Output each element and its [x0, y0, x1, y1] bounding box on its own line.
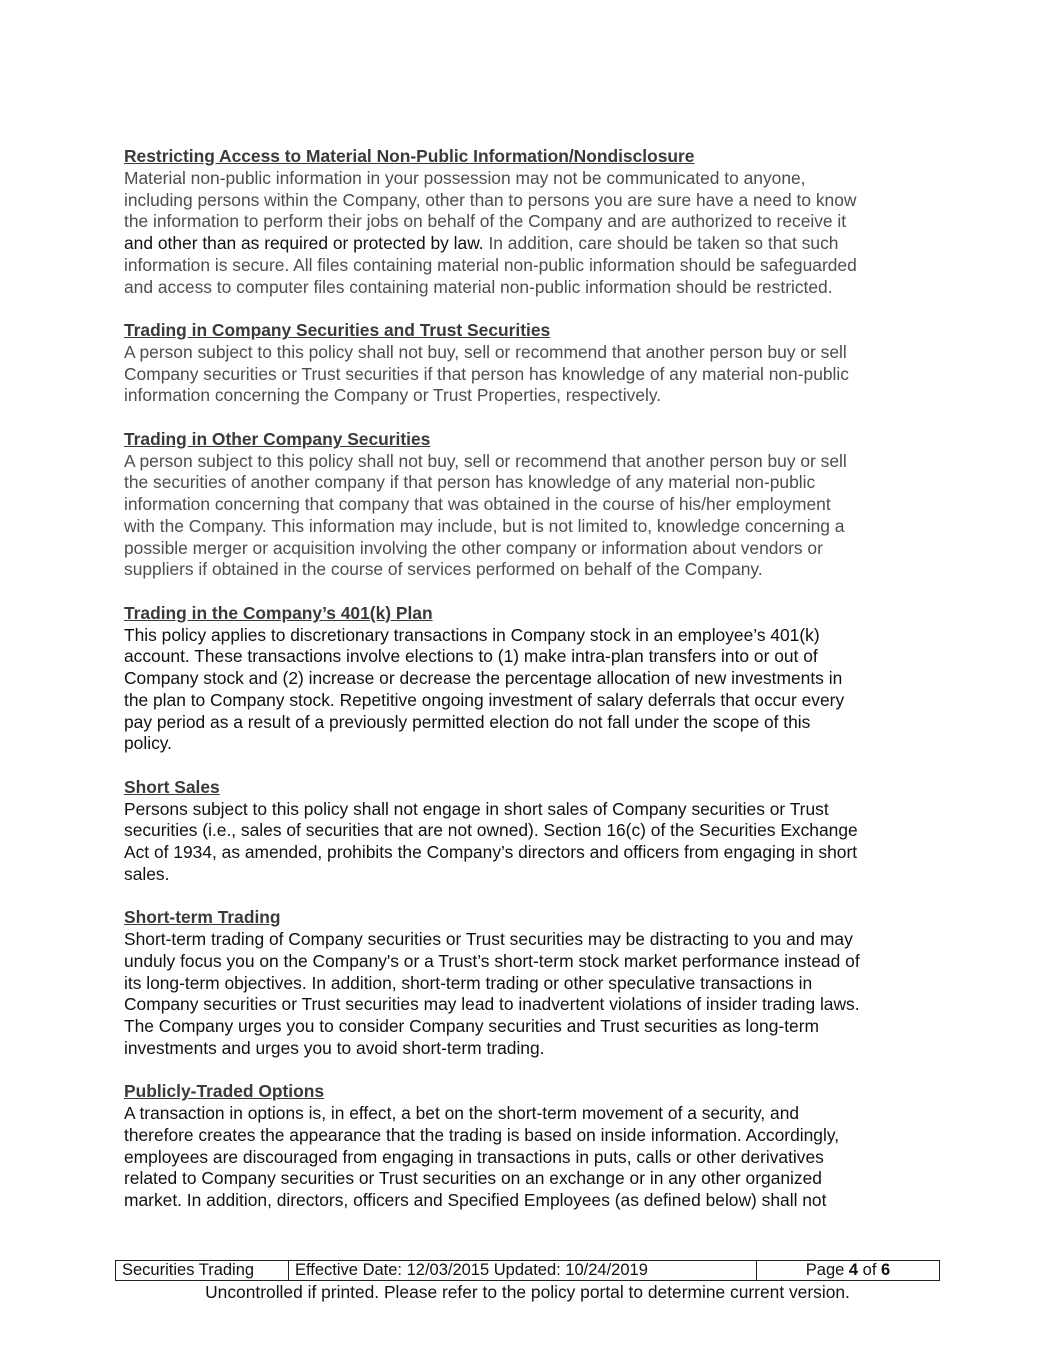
text-segment: market. In addition, directors, officers and Specified Employees (as defined below) shall not [124, 1190, 827, 1210]
paragraph-line [124, 1125, 954, 1147]
page-total: 6 [881, 1261, 891, 1279]
text-segment: Company stock and (2) increase or decrease the percentage allocation of new investments in [124, 668, 843, 688]
paragraph-line [124, 1190, 954, 1212]
text-segment: pay period as a result of a previously permitted election do not fall under the scope of this [124, 711, 811, 732]
paragraph-line [124, 211, 954, 233]
paragraph-line [124, 929, 954, 951]
section-heading: Trading in the Company’s 401(k) Plan [124, 602, 433, 623]
paragraph-line [124, 1168, 954, 1190]
text-segment: possible merger or acquisition involving the other company or information about vendors or [124, 537, 823, 558]
section-heading: Restricting Access to Material Non-Public Information/Nondisclosure [124, 146, 695, 166]
paragraph-line [124, 864, 954, 886]
text-segment: the information to perform their jobs on behalf of the Company and are authorized to receive it [124, 211, 847, 232]
paragraph-line [124, 1038, 954, 1060]
section-heading: Trading in Company Securities and Trust Securities [124, 320, 551, 340]
paragraph-line [124, 364, 954, 386]
text-segment: This policy applies to discretionary transactions in Company stock in an employee’s 401(k) [124, 624, 820, 645]
section-heading: Trading in Other Company Securities [124, 428, 431, 449]
paragraph-line [124, 516, 954, 538]
text-segment: The Company urges you to consider Company securities and Trust securities as long-term [124, 1016, 819, 1036]
text-segment: employees are discouraged from engaging in transactions in puts, calls or other derivatives [124, 1146, 824, 1167]
section-heading: Short Sales [124, 776, 220, 797]
page-of: of [858, 1261, 882, 1279]
paragraph-line [124, 277, 954, 299]
policy-section [124, 603, 954, 755]
policy-section [124, 429, 954, 581]
paragraph-line [124, 190, 954, 212]
text-segment: unduly focus you on the Company's or a Trust’s short-term stock market performance instead of [124, 950, 860, 971]
text-segment: suppliers if obtained in the course of services performed on behalf of the Company. [124, 559, 763, 580]
page-current: 4 [848, 1261, 859, 1279]
text-segment: sales. [124, 863, 170, 884]
paragraph-line [124, 842, 954, 864]
page-prefix: Page [805, 1261, 849, 1279]
text-segment: A person subject to this policy shall not buy, sell or recommend that another person buy or sell [124, 341, 847, 362]
text-segment: and access to computer files containing material non-public information should be restricted. [124, 276, 833, 297]
paragraph-line [124, 799, 954, 821]
footer-dates: Effective Date: 12/03/2015 Updated: 10/24/2019 [289, 1261, 757, 1281]
text-segment: Persons subject to this policy shall not engage in short sales of Company securities or Trust [124, 798, 829, 819]
text-segment: A transaction in options is, in effect, a bet on the short-term movement of a security, and [124, 1103, 800, 1123]
policy-section [124, 1081, 954, 1212]
text-segment: policy. [124, 733, 173, 754]
text-segment: the securities of another company if that person has knowledge of any material non-public [124, 472, 816, 493]
paragraph-line [124, 538, 954, 560]
text-segment: information concerning that company that was obtained in the course of his/her employment [124, 494, 831, 514]
paragraph-line [124, 1147, 954, 1169]
text-segment: its long-term objectives. In addition, short-term trading or other speculative transactions in [124, 972, 813, 993]
text-segment: Act of 1934, as amended, prohibits the Company’s directors and officers from engaging in short [124, 842, 858, 862]
paragraph-line [124, 973, 954, 995]
footer-policy-name: Securities Trading [116, 1261, 289, 1281]
text-segment: information concerning the Company or Trust Properties, respectively. [124, 385, 662, 406]
section-heading: Publicly-Traded Options [124, 1081, 325, 1102]
text-segment: related to Company securities or Trust securities on an exchange or in any other organized [124, 1168, 822, 1189]
paragraph-line [124, 820, 954, 842]
paragraph-line [124, 733, 954, 755]
paragraph-line [124, 342, 954, 364]
paragraph-line [124, 168, 954, 190]
text-segment: In addition, care should be taken so that such [483, 233, 839, 253]
paragraph-line [124, 233, 954, 255]
text-segment: Company securities or Trust securities if that person has knowledge of any material non-public [124, 363, 849, 384]
paragraph-line [124, 472, 954, 494]
paragraph-line [124, 255, 954, 277]
text-segment: investments and urges you to avoid short-term trading. [124, 1037, 545, 1058]
text-segment: account. These transactions involve elections to (1) make intra-plan transfers into or out of [124, 646, 818, 667]
paragraph-line [124, 451, 954, 473]
text-segment: with the Company. This information may include, but is not limited to, knowledge concerning a [124, 515, 845, 536]
text-segment: Short-term trading of Company securities or Trust securities may be distracting to you and may [124, 929, 853, 949]
paragraph-line [124, 646, 954, 668]
text-segment: and other than as required or protected by law. [124, 233, 484, 253]
policy-section [124, 777, 954, 886]
text-segment: Company securities or Trust securities may lead to inadvertent violations of insider trading laws. [124, 994, 860, 1015]
text-segment: A person subject to this policy shall not buy, sell or recommend that another person buy or sell [124, 450, 847, 471]
paragraph-line [124, 559, 954, 581]
policy-section [124, 320, 954, 407]
paragraph-line [124, 712, 954, 734]
footer-page-number [757, 1261, 940, 1281]
paragraph-line [124, 494, 954, 516]
policy-section [124, 907, 954, 1059]
text-segment: including persons within the Company, other than to persons you are sure have a need to know [124, 189, 857, 210]
paragraph-line [124, 690, 954, 712]
document-body [124, 146, 954, 1234]
paragraph-line [124, 1103, 954, 1125]
text-segment: the plan to Company stock. Repetitive ongoing investment of salary deferrals that occur every [124, 689, 845, 710]
paragraph-line [124, 668, 954, 690]
footer-table [115, 1260, 940, 1281]
text-segment: Material non-public information in your possession may not be communicated to anyone, [124, 167, 806, 188]
text-segment: securities (i.e., sales of securities that are not owned). Section 16(c) of the Securities Exchange [124, 820, 858, 841]
paragraph-line [124, 951, 954, 973]
policy-section [124, 146, 954, 298]
text-segment: therefore creates the appearance that the trading is based on inside information. Accordingly, [124, 1124, 840, 1145]
text-segment: information is secure. All files containing material non-public information should be safeguarded [124, 254, 857, 275]
paragraph-line [124, 385, 954, 407]
paragraph-line [124, 994, 954, 1016]
paragraph-line [124, 625, 954, 647]
footer-disclaimer: Uncontrolled if printed. Please refer to the policy portal to determine current version. [205, 1282, 850, 1302]
section-heading: Short-term Trading [124, 907, 281, 928]
paragraph-line [124, 1016, 954, 1038]
